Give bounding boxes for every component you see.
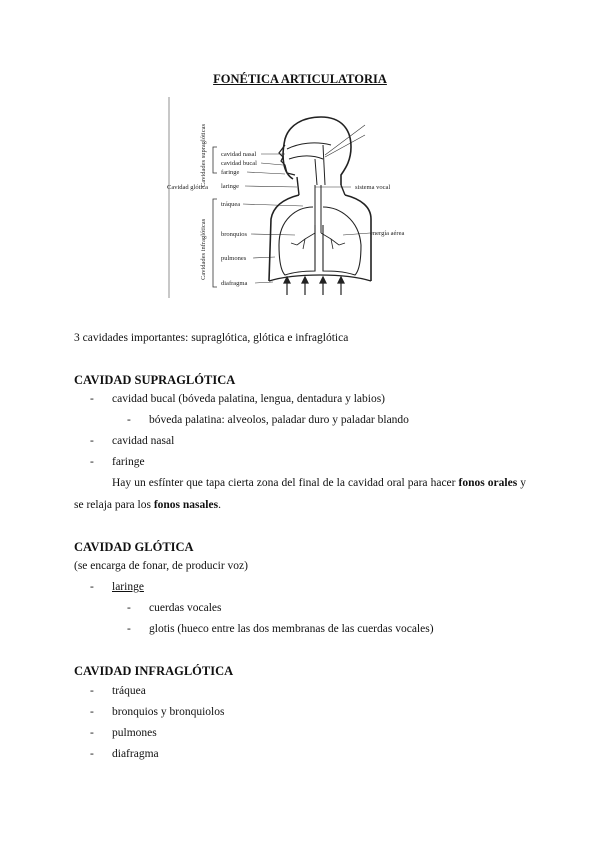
- label-traquea: tráquea: [221, 201, 241, 208]
- label-pulmones: pulmones: [221, 255, 247, 262]
- heading-supraglotica: CAVIDAD SUPRAGLÓTICA: [74, 373, 236, 387]
- label-cavidad-nasal: cavidad nasal: [221, 151, 257, 158]
- list-item: - tráquea: [90, 685, 146, 697]
- glotica-note: (se encarga de fonar, de producir voz): [74, 560, 248, 572]
- list-item: - cavidad bucal (bóveda palatina, lengua, dentadura y labios): [90, 393, 386, 405]
- label-bronquios: bronquios: [221, 231, 247, 238]
- sub-list-item: - cuerdas vocales: [127, 602, 222, 614]
- sub-list-item: - glotis (hueco entre las dos membranas de las cuerdas vocales): [127, 623, 434, 635]
- label-cavidad-bucal: cavidad bucal: [221, 160, 257, 167]
- side-label-infra: Cavidades infraglóticas: [200, 218, 207, 280]
- list-item: - pulmones: [90, 727, 157, 739]
- list-item: - bronquios y bronquiolos: [90, 706, 225, 718]
- list-item: - laringe: [90, 581, 144, 593]
- label-diafragma: diafragma: [221, 280, 248, 287]
- supraglotica-paragraph: Hay un esfínter que tapa cierta zona del final de la cavidad oral para hacer fonos orales y se relaja para los fonos nasales.: [74, 477, 526, 511]
- list-item: - cavidad nasal: [90, 435, 175, 447]
- vocal-apparatus-diagram: [165, 95, 435, 300]
- label-faringe: faringe: [221, 169, 240, 176]
- intro-text: 3 cavidades importantes: supraglótica, glótica e infraglótica: [74, 332, 349, 344]
- page-title: FONÉTICA ARTICULATORIA: [213, 72, 387, 86]
- side-label-supra: Cavidades supraglóticas: [200, 124, 207, 187]
- heading-infraglotica: CAVIDAD INFRAGLÓTICA: [74, 664, 234, 678]
- label-energia-aerea: energía aérea: [370, 230, 405, 237]
- heading-glotica: CAVIDAD GLÓTICA: [74, 540, 194, 554]
- list-item: - diafragma: [90, 748, 159, 760]
- side-label-glotica: Cavidad glótica: [167, 184, 208, 191]
- sub-list-item: - bóveda palatina: alveolos, paladar duro y paladar blando: [127, 414, 409, 426]
- label-laringe: laringe: [221, 183, 240, 190]
- list-item: - faringe: [90, 456, 145, 468]
- label-sistema-vocal: sistema vocal: [355, 184, 391, 191]
